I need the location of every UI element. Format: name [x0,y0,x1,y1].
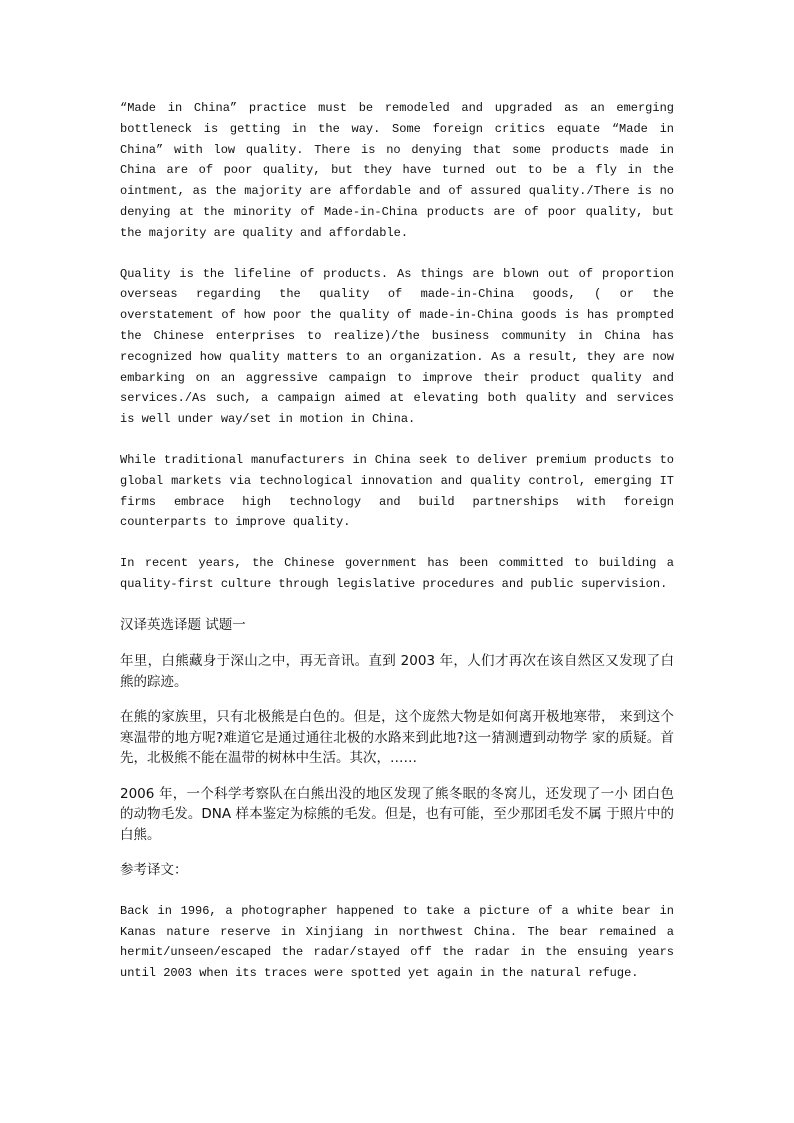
paragraph-white-bear: Back in 1996, a photographer happened to take a picture of a white bear in Kanas nature reserve in Xinjiang in northwest China. The bear remained a hermit/unseen/escaped the radar/stayed off the radar in the ensuing years until 2003 when its traces were spotted yet again in the natural refuge. [120,903,674,981]
reference-translation-label: 参考译文： [120,862,188,879]
chinese-paragraph-2: 在熊的家族里，只有北极熊是白色的。但是，这个庞然大物是如何离开极地寒带， 来到这个寒温带的地方呢?难道它是通过通往北极的水路来到此地?这一猜测遭到动物学 家的质疑。首先，北极熊不能在温带的树林中生活。其次，…… [120,709,674,767]
section-heading: 汉译英选译题 试题一 [120,616,246,633]
paragraph-government: In recent years, the Chinese government has been committed to building a quality-first culture through legislative procedures and public supervision. [120,556,674,591]
chinese-paragraph-3: 2006 年，一个科学考察队在白熊出没的地区发现了熊冬眠的冬窝儿，还发现了一小 团白色的动物毛发。DNA 样本鉴定为棕熊的毛发。但是，也有可能，至少那团毛发不属 于照片中的白熊。 [120,785,674,843]
paragraph-quality-lifeline: Quality is the lifeline of products. As things are blown out of proportion overseas regarding the quality of made-in-China goods, ( or the overstatement of how poor the quality of made-in-China goods is has prompted the Chinese enterprises to realize)/the business community in China has recognized how quality matters to an organization. As a result, they are now embarking on an aggressive campaign to improve their product quality and services./As such, a campaign aimed at elevating both quality and services is well under way/set in motion in China. [120,266,674,427]
chinese-paragraph-1: 年里，白熊藏身于深山之中，再无音讯。直到 2003 年，人们才再次在该自然区又发现了白熊的踪迹。 [120,653,674,690]
paragraph-made-in-china: “Made in China” practice must be remodeled and upgraded as an emerging bottleneck is getting in the way. Some foreign critics equate “Made in China” with low quality. There is no denying that some products made in China are of poor quality, but they have turned out to be a fly in the ointment, as the majority are affordable and of assured quality./There is no denying at the minority of Made-in-China products are of poor quality, but the majority are quality and affordable. [120,101,674,240]
document-page [120,98,674,1004]
paragraph-manufacturers: While traditional manufacturers in China seek to deliver premium products to global markets via technological innovation and quality control, emerging IT firms embrace high technology and build partnerships with foreign counterparts to improve quality. [120,452,674,530]
